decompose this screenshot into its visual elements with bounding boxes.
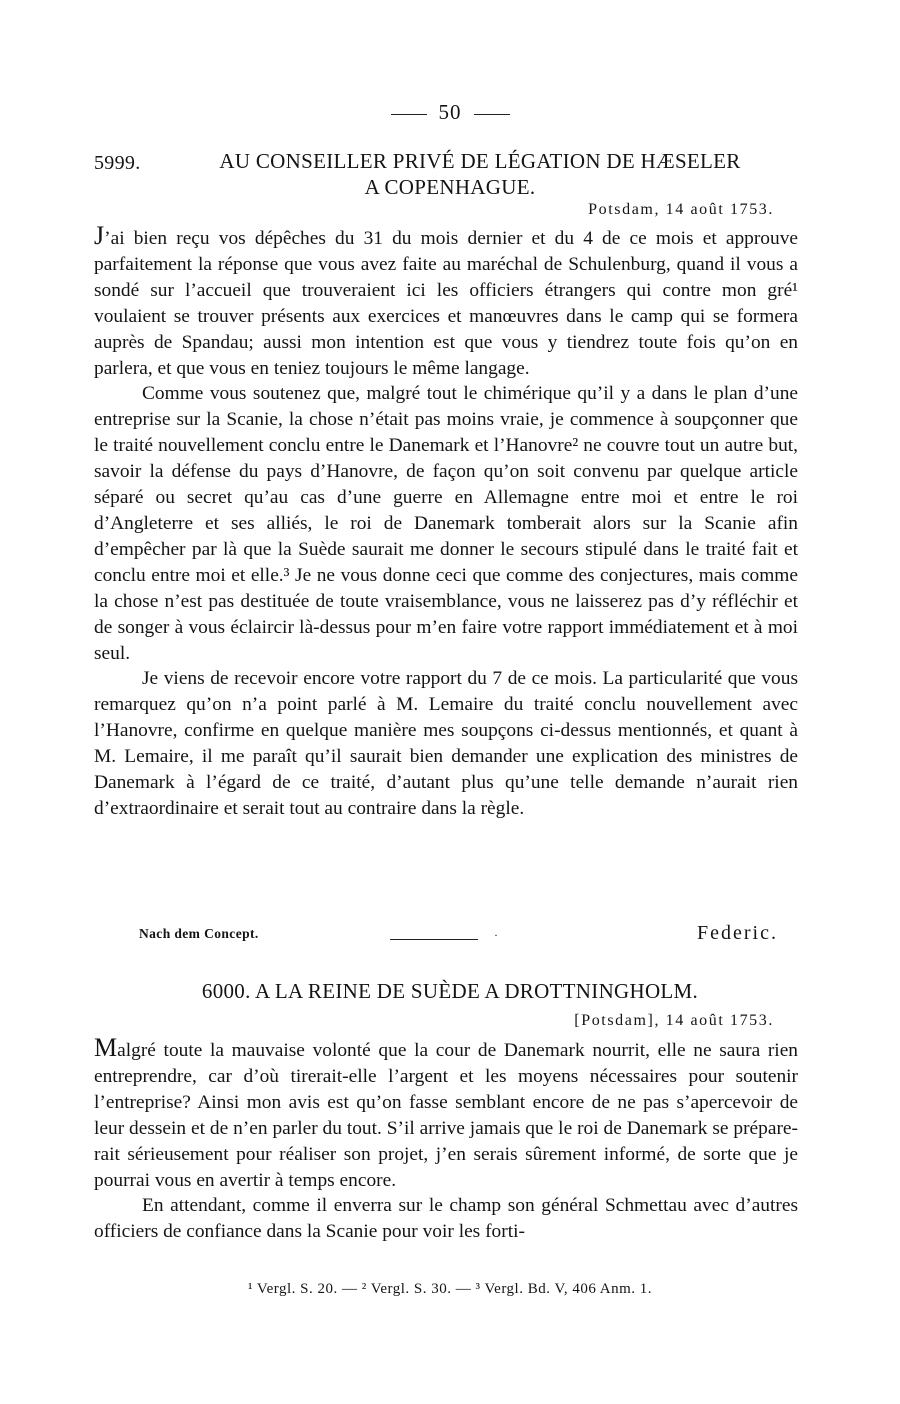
letter-5999-heading: [94, 148, 806, 200]
dropcap-m: M: [94, 1033, 118, 1062]
letter-6000-paragraph-1: [94, 1033, 798, 1193]
dash-right: [474, 114, 510, 115]
letter-6000-paragraph-2: En attendant, comme il enverra sur le champ son général Schmettau avec d’autres officiers de confiance dans la Scanie pour voir les forti-: [94, 1195, 798, 1243]
page-number: 50: [438, 100, 462, 124]
letter-5999-dateline: Potsdam, 14 août 1753.: [588, 201, 774, 218]
dash-left: [391, 114, 427, 115]
letter-5999-paragraph-2: Comme vous soutenez que, malgré tout le chimérique qu’il y a dans le plan d’une entreprise sur la Scanie, la chose n’était pas moins vraie, je commence à soupçonner que le traité nouvellement conclu entre le Danemark et l’Hanovre² ne couvre tout un autre but, savoir la défense du pays d’Hanovre, de façon qu’on soit convenu par quelque article séparé ou secret qu’au cas d’une guerre en Allemagne entre moi et entre le roi d’Angleterre et ses alliés, le roi de Danemark tomberait alors sur la Scanie afin d’empêcher par là que la Suède saurait me donner le secours stipulé dans le traité fait et conclu entre moi et elle.³ Je ne vous donne ceci que comme des conjectures, mais comme la chose n’est pas destituée de toute vraisemblance, vous ne laisserez pas d’y réfléchir et de songer à vous éclaircir là-dessus pour m’en faire votre rapport immédiatement et à moi seul.: [94, 383, 798, 664]
signature: Federic.: [697, 922, 778, 944]
letter-5999-paragraph-1-text: ’ai bien reçu vos dépêches du 31 du mois dernier et du 4 de ce mois et approuve parfaitement la réponse que vous avez faite au maréchal de Schulenburg, quand il vous a sondé sur l’accueil que trouveraient ici les officiers étrangers qui contre mon gré¹ voulaient se trouver présents aux exercices et manœuvres dans le camp qui se formera auprès de Spandau; aussi mon intention est que vous y tiendrez toute fois qu’on en parlera, et que vous en teniez toujours le même langage.: [94, 228, 798, 379]
letter-6000-dateline: [Potsdam], 14 août 1753.: [574, 1012, 774, 1029]
letter-6000-title: 6000. A LA REINE DE SUÈDE A DROTTNINGHOLM.: [201, 979, 699, 1003]
letter-6000-body: [94, 1033, 798, 1245]
letter-6000-heading: [94, 978, 806, 1004]
letter-5999-title-line1: AU CONSEILLER PRIVÉ DE LÉGATION DE HÆSELER: [219, 149, 741, 173]
letter-5999-paragraph-1: [94, 221, 798, 381]
letter-5999-number: 5999.: [94, 152, 141, 174]
letter-5999-paragraph-3: Je viens de recevoir encore votre rapport du 7 de ce mois. La particularité que vous remarquez qu’on n’a point parlé à M. Lemaire du traité conclu nouvellement avec l’Hanovre, confirme en quelque manière mes soupçons ci-dessus mentionnés, et quant à M. Lemaire, il me paraît qu’il saurait bien demander une explication des ministres de Danemark à l’égard de ce traité, d’autant plus qu’une telle demande n’aurait rien d’extraordinaire et serait tout au contraire dans la règle.: [94, 668, 798, 819]
letter-5999-body: [94, 221, 798, 822]
letter-6000-paragraph-1-text: algré toute la mauvaise volonté que la cour de Danemark nourrit, elle ne saura rien entreprendre, car d’où tirerait-elle l’argent et les moyens nécessaires pour soutenir l’entreprise? Ainsi mon avis est qu’on fasse semblant encore de ne pas s’apercevoir de leur dessein et de n’en parler du tout. S’il arrive jamais que le roi de Danemark se préparerait sérieusement pour réaliser son projet, j’en serais sûrement informé, de sorte que je pourrai vous en avertir à temps encore.: [94, 1040, 798, 1191]
page-number-line: [0, 100, 900, 125]
source-note: Nach dem Concept.: [139, 926, 259, 941]
letter-5999-title-line2: A COPENHAGUE.: [364, 175, 536, 199]
signature-dot: ·: [494, 928, 498, 942]
letter-5999-signoff: [94, 922, 798, 948]
signature-rule: [390, 939, 478, 940]
footnotes: ¹ Vergl. S. 20. — ² Vergl. S. 30. — ³ Vergl. Bd. V, 406 Anm. 1.: [247, 1281, 653, 1297]
dropcap-j: J: [94, 221, 105, 250]
